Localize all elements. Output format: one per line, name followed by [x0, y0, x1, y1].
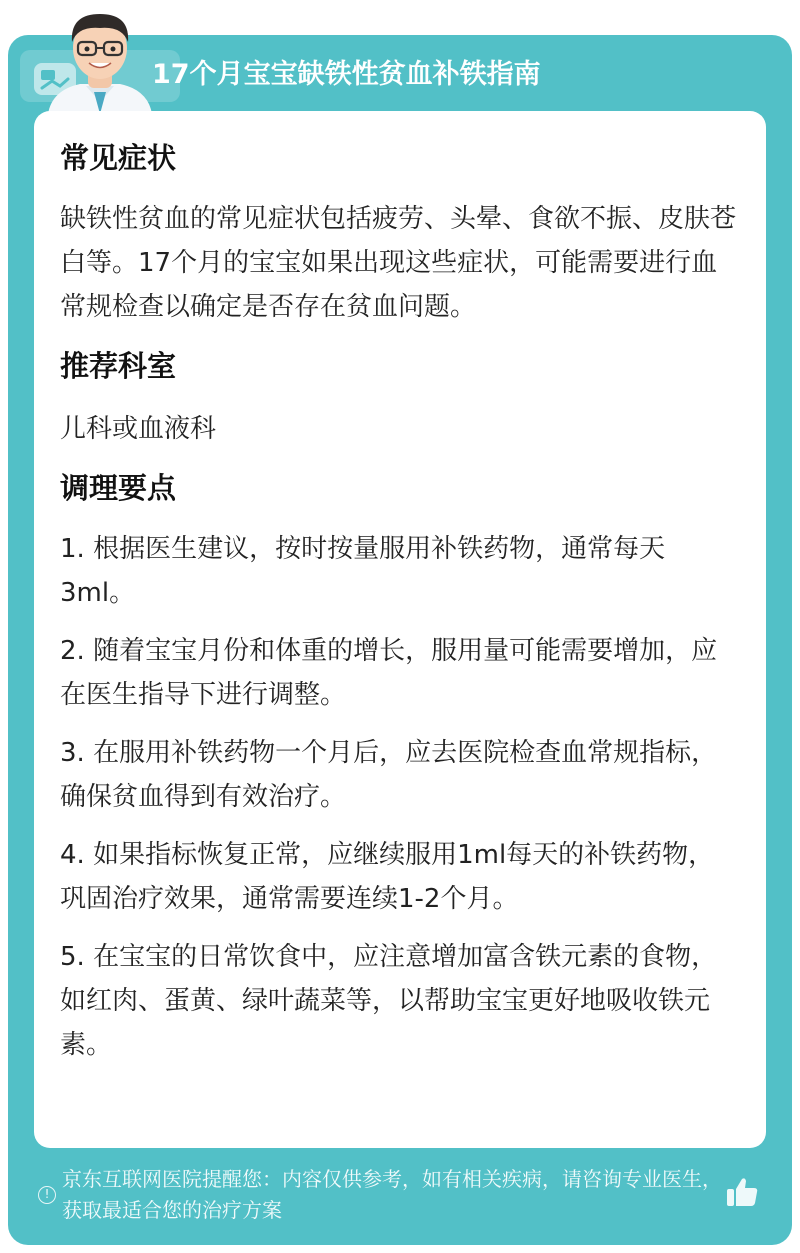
footer-text: 京东互联网医院提醒您：内容仅供参考，如有相关疾病，请咨询专业医生，获取最适合您的治疗方案: [62, 1167, 722, 1222]
list-item: 1. 根据医生建议，按时按量服用补铁药物，通常每天3ml。: [60, 534, 666, 608]
symptoms-text: 缺铁性贫血的常见症状包括疲劳、头晕、食欲不振、皮肤苍白等。17个月的宝宝如果出现这些症状，可能需要进行血常规检查以确定是否存在贫血问题。: [60, 204, 737, 322]
info-icon: !: [38, 1186, 56, 1204]
list-item: 2. 随着宝宝月份和体重的增长，服用量可能需要增加，应在医生指导下进行调整。: [60, 636, 718, 710]
page-title: 17个月宝宝缺铁性贫血补铁指南: [152, 59, 541, 90]
doctor-avatar-icon: [40, 6, 160, 114]
section-title-department: 推荐科室: [60, 349, 177, 383]
list-item: 3. 在服用补铁药物一个月后，应去医院检查血常规指标，确保贫血得到有效治疗。: [60, 738, 718, 812]
list-item: 5. 在宝宝的日常饮食中，应注意增加富含铁元素的食物，如红肉、蛋黄、绿叶蔬菜等，以帮助宝宝更好地吸收铁元素。: [60, 942, 718, 1060]
content-panel: [34, 111, 766, 1148]
thumbs-up-icon[interactable]: [724, 1174, 760, 1210]
list-item: 4. 如果指标恢复正常，应继续服用1ml每天的补铁药物，巩固治疗效果，通常需要连续1-2个月。: [60, 840, 715, 914]
department-text: 儿科或血液科: [60, 414, 217, 444]
section-title-care: 调理要点: [60, 471, 177, 505]
footer-notice: [34, 1160, 766, 1230]
care-list: [60, 527, 740, 1067]
section-title-symptoms: 常见症状: [60, 141, 177, 175]
